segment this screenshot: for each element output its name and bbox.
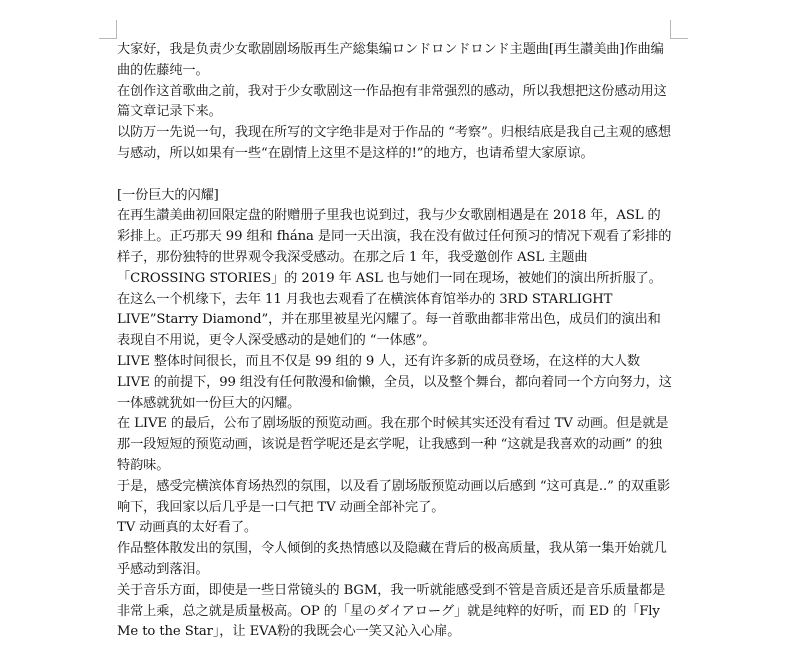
crop-mark-top-left-vertical	[116, 20, 117, 39]
blank-line	[117, 165, 673, 186]
paragraph-intro: 大家好，我是负责少女歌剧剧场版再生产総集编ロンドロンドロンド主题曲[再生讃美曲]作曲编曲的佐藤纯一。	[117, 42, 664, 78]
paragraph-live-unity: LIVE 整体时间很长，而且不仅是 99 组的 9 人，还有许多新的成员登场，在这样的大人数 LIVE 的前提下，99 组没有任何散漫和偷懒，全员，以及整个舞台，都向着同一个方向努力，这一体感就犹如一份巨大的闪耀。	[117, 353, 672, 411]
paragraph-tv-anime: TV 动画真的太好看了。	[117, 520, 257, 536]
paragraph-music: 关于音乐方面，即使是一些日常镜头的 BGM，我一听就能感受到不管是音质还是音乐质量都是非常上乘，总之就是质量极高。OP 的「星のダイアローグ」就是纯粹的好听，而 ED 的「Fly Me to the Star」，让 EVA粉的我既会心一笑又沁入心扉。	[117, 582, 666, 640]
document-body[interactable]	[117, 40, 673, 643]
crop-mark-top-right	[670, 38, 688, 39]
paragraph-disclaimer: 以防万一先说一句，我现在所写的文字绝非是对于作品的 “考察”。归根结底是我自己主观的感想与感动，所以如果有一些“在剧情上这里不是这样的!”的地方，也请希望大家原谅。	[117, 125, 671, 161]
paragraph-starlight-live: 在这么一个机缘下，去年 11 月我也去观看了在横滨体育馆举办的 3RD STARLIGHT LIVE”Starry Diamond”，并在那里被星光闪耀了。每一首歌曲都非常出色，成员们的演出和表现自不用说，更令人深受感动的是她们的 “一体感”。	[117, 291, 661, 349]
crop-mark-top-left	[99, 38, 117, 39]
paragraph-preview-animation: 在 LIVE 的最后，公布了剧场版的预览动画。我在那个时候其实还没有看过 TV 动画。但是就是那一段短短的预览动画，该说是哲学呢还是玄学呢，让我感到一种 “这就是我喜欢的动画” 的独特韵味。	[117, 416, 669, 473]
paragraph-first-encounter: 在再生讃美曲初回限定盘的附赠册子里我也说到过，我与少女歌剧相遇是在 2018 年，ASL 的彩排上。正巧那天 99 组和 fhána 是同一天出演，我在没有做过任何预习的情况下观看了彩排的样子，那份独特的世界观令我深受感动。在那之后 1 年，我受邀创作 ASL 主题曲「CROSSING STORIES」的 2019 年 ASL 也与她们一同在现场，被她们的演出所折服了。	[117, 208, 672, 286]
paragraph-binge-watch: 于是，感受完横滨体育场热烈的氛围，以及看了剧场版预览动画以后感到 “这可真是..” 的双重影响下，我回家以后几乎是一口气把 TV 动画全部补完了。	[117, 478, 671, 515]
section-heading: [一份巨大的闪耀]	[117, 187, 219, 203]
paragraph-atmosphere: 作品整体散发出的氛围，令人倾倒的炙热情感以及隐藏在背后的极高质量，我从第一集开始就几乎感动到落泪。	[117, 541, 667, 577]
paragraph-motivation: 在创作这首歌曲之前，我对于少女歌剧这一作品抱有非常强烈的感动，所以我想把这份感动用这篇文章记录下来。	[117, 83, 667, 120]
crop-mark-top-right-vertical	[670, 20, 671, 39]
